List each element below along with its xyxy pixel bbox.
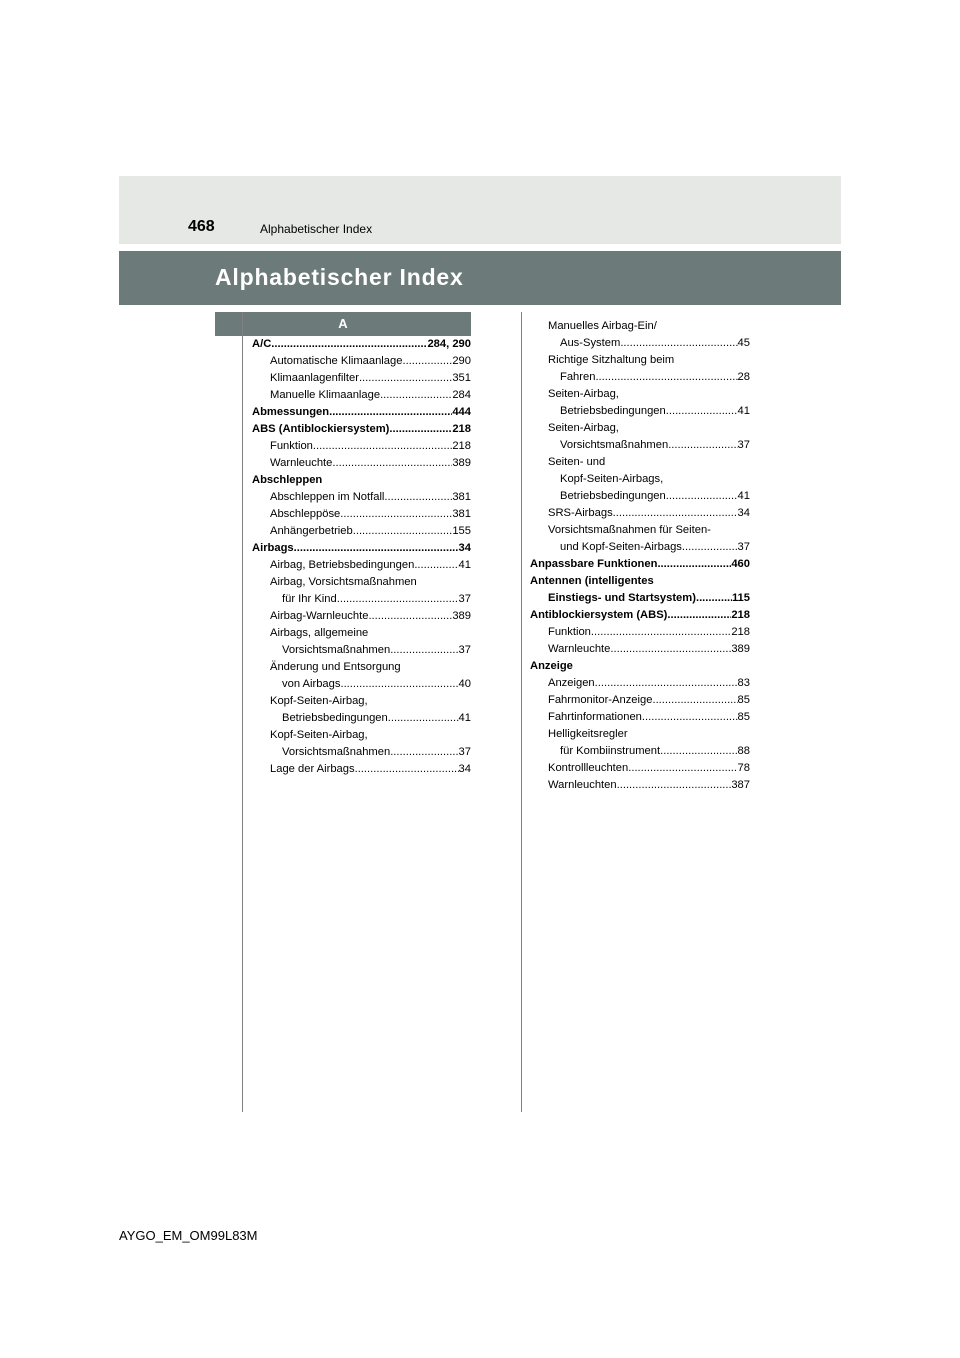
page-reference: 34 [458,542,471,555]
index-entry [252,489,471,506]
dot-leader [667,607,731,624]
index-entry [252,438,471,455]
index-heading [530,471,750,488]
page-reference: 218 [731,609,750,622]
index-heading [530,454,750,471]
page-reference: 37 [458,644,471,657]
page-reference: 34 [737,507,750,520]
document-code: AYGO_EM_OM99L83M [119,1228,258,1243]
page-reference: 389 [452,457,471,470]
page-reference: 85 [737,711,750,724]
dot-leader [355,761,459,778]
index-term: Kopf-Seiten-Airbag, [270,729,368,742]
index-entry [530,539,750,556]
dot-leader [610,641,731,658]
index-heading [530,522,750,539]
index-heading [252,574,471,591]
dot-leader [617,777,732,794]
index-term: Funktion [270,440,313,453]
index-term: Abmessungen [252,406,330,419]
index-heading [530,658,750,675]
page-reference: 41 [737,405,750,418]
page-reference: 45 [737,337,750,350]
page-reference: 218 [452,423,471,436]
page-reference: 389 [452,610,471,623]
index-heading [252,625,471,642]
dot-leader [613,505,738,522]
title-band [119,251,841,305]
dot-leader [414,557,458,574]
index-entry [252,370,471,387]
index-term: A/C [252,338,272,350]
index-entry [530,335,750,352]
dot-leader [696,590,732,607]
index-entry [252,710,471,727]
index-term: Airbag-Warnleuchte [270,610,369,623]
index-entry [252,421,471,438]
index-term: Antiblockiersystem (ABS) [530,609,668,622]
index-term: Airbags, allgemeine [270,627,369,640]
page-reference: 460 [731,558,750,571]
index-term: von Airbags [282,678,341,691]
index-entry [530,709,750,726]
page-reference: 37 [737,541,750,554]
index-term: Anzeige [530,660,573,673]
index-entry [252,761,471,778]
index-heading [252,693,471,710]
index-term: Anhängerbetrieb [270,525,353,538]
index-term: Lage der Airbags [270,763,355,776]
index-entry [530,743,750,760]
page-reference: 284 [452,389,471,402]
index-heading [252,472,471,489]
index-entry [530,369,750,386]
index-term: Warnleuchten [548,779,617,792]
page-reference: 155 [452,525,471,538]
index-heading [530,318,750,335]
dot-leader [657,556,731,573]
section-letter-tab: A [215,312,471,336]
column-divider-left [242,312,243,1112]
index-term: Antennen (intelligentes [530,575,654,588]
page-reference: 218 [731,626,750,639]
index-heading [530,352,750,369]
dot-leader [384,489,452,506]
index-term: Betriebsbedingungen [560,490,666,503]
index-entry [252,506,471,523]
index-heading [530,726,750,743]
dot-leader [340,676,458,693]
index-term: ABS (Antiblockiersystem) [252,423,390,436]
dot-leader [652,692,737,709]
page-reference: 41 [458,559,471,572]
index-entry [252,523,471,540]
dot-leader [368,608,452,625]
index-term: für Kombiinstrument [560,745,661,758]
page-reference: 218 [452,440,471,453]
index-term: Aus-System [560,337,621,350]
index-entry [530,488,750,505]
index-term: Airbag, Betriebsbedingungen [270,559,415,572]
index-term: Abschleppen im Notfall [270,491,385,504]
index-term: Fahrtinformationen [548,711,642,724]
index-entry [530,437,750,454]
index-term: Warnleuchte [548,643,611,656]
dot-leader [294,540,459,557]
page-reference: 40 [458,678,471,691]
column-divider-right [521,312,522,1112]
dot-leader [682,539,738,556]
index-entry [252,642,471,659]
index-term: Manuelles Airbag-Ein/ [548,320,657,332]
page-reference: 83 [737,677,750,690]
dot-leader [313,438,452,455]
index-term: Fahren [560,371,596,384]
index-term: Seiten- und [548,456,606,469]
dot-leader [642,709,738,726]
dot-leader [591,624,731,641]
dot-leader [353,523,453,540]
dot-leader [595,369,737,386]
index-term: Airbag, Vorsichtsmaßnahmen [270,576,417,589]
dot-leader [390,642,458,659]
index-heading [530,573,750,590]
index-entry [252,591,471,608]
page-reference: 444 [452,406,471,419]
dot-leader [329,404,452,421]
index-term: Betriebsbedingungen [282,712,388,725]
page-reference: 88 [737,745,750,758]
index-term: Richtige Sitzhaltung beim [548,354,675,367]
dot-leader [620,335,737,352]
running-title: Alphabetischer Index [260,222,373,236]
index-term: Einstiegs- und Startsystem) [548,592,696,605]
index-term: Anzeigen [548,677,595,690]
dot-leader [666,403,738,420]
index-term: Kopf-Seiten-Airbag, [270,695,368,708]
index-entry [530,675,750,692]
index-term: Vorsichtsmaßnahmen für Seiten- [548,524,711,537]
page-reference: 41 [458,712,471,725]
dot-leader [595,675,738,692]
index-term: und Kopf-Seiten-Airbags [560,541,682,554]
index-term: Anpassbare Funktionen [530,558,658,571]
index-term: Warnleuchte [270,457,333,470]
page-reference: 37 [458,746,471,759]
index-heading [252,727,471,744]
index-heading [252,659,471,676]
dot-leader [660,743,737,760]
index-entry [530,505,750,522]
index-entry [530,607,750,624]
page-reference: 85 [737,694,750,707]
page-reference: 381 [452,491,471,504]
dot-leader [402,353,452,370]
index-column-2 [530,318,750,794]
index-entry [530,403,750,420]
page-reference: 115 [731,592,750,605]
dot-leader [390,744,458,761]
page-reference: 284, 290 [427,338,471,350]
index-term: SRS-Airbags [548,507,613,520]
dot-leader [389,421,452,438]
index-entry [252,455,471,472]
index-term: Seiten-Airbag, [548,388,619,401]
index-term: Vorsichtsmaßnahmen [560,439,669,452]
index-entry [252,557,471,574]
page-reference: 381 [452,508,471,521]
index-term: Airbags [252,542,294,555]
index-term: Helligkeitsregler [548,728,628,741]
index-term: Manuelle Klimaanlage [270,389,381,402]
index-entry [252,676,471,693]
index-term: Seiten-Airbag, [548,422,619,435]
page-reference: 387 [731,779,750,792]
page-number: 468 [188,218,215,235]
dot-leader [271,336,427,353]
dot-leader [332,455,452,472]
page-title: Alphabetischer Index [215,264,464,290]
index-term: für Ihr Kind [282,593,337,606]
index-entry [530,760,750,777]
index-entry [530,590,750,607]
running-header-band [119,176,841,244]
index-entry [530,556,750,573]
page-reference: 78 [737,762,750,775]
index-entry [530,777,750,794]
index-entry [252,404,471,421]
index-term: Kopf-Seiten-Airbags, [560,473,664,486]
dot-leader [668,437,737,454]
index-term: Funktion [548,626,591,639]
index-column-1 [252,336,471,778]
index-entry [252,387,471,404]
index-term: Automatische Klimaanlage [270,355,403,368]
dot-leader [666,488,738,505]
index-entry [530,641,750,658]
index-entry [530,692,750,709]
index-heading [530,386,750,403]
page-reference: 34 [458,763,471,776]
index-entry [252,353,471,370]
dot-leader [388,710,459,727]
page-reference: 41 [737,490,750,503]
index-entry [252,336,471,353]
page-reference: 389 [731,643,750,656]
page-reference: 37 [458,593,471,606]
dot-leader [380,387,452,404]
index-entry [530,624,750,641]
index-term: Klimaanlagenfilter [270,372,359,385]
page-reference: 37 [737,439,750,452]
index-term: Vorsichtsmaßnahmen [282,644,391,657]
index-term: Änderung und Entsorgung [270,661,401,674]
index-term: Fahrmonitor-Anzeige [548,694,653,707]
dot-leader [628,760,737,777]
index-entry [252,540,471,557]
index-entry [252,744,471,761]
index-heading [530,420,750,437]
page-reference: 290 [452,355,471,368]
index-term: Betriebsbedingungen [560,405,666,418]
index-term: Vorsichtsmaßnahmen [282,746,391,759]
page-reference: 28 [737,371,750,384]
dot-leader [340,506,452,523]
index-term: Abschleppöse [270,508,341,521]
dot-leader [359,370,452,387]
dot-leader [337,591,459,608]
index-term: Kontrollleuchten [548,762,629,775]
page-reference: 351 [452,372,471,385]
index-term: Abschleppen [252,474,323,487]
index-entry [252,608,471,625]
